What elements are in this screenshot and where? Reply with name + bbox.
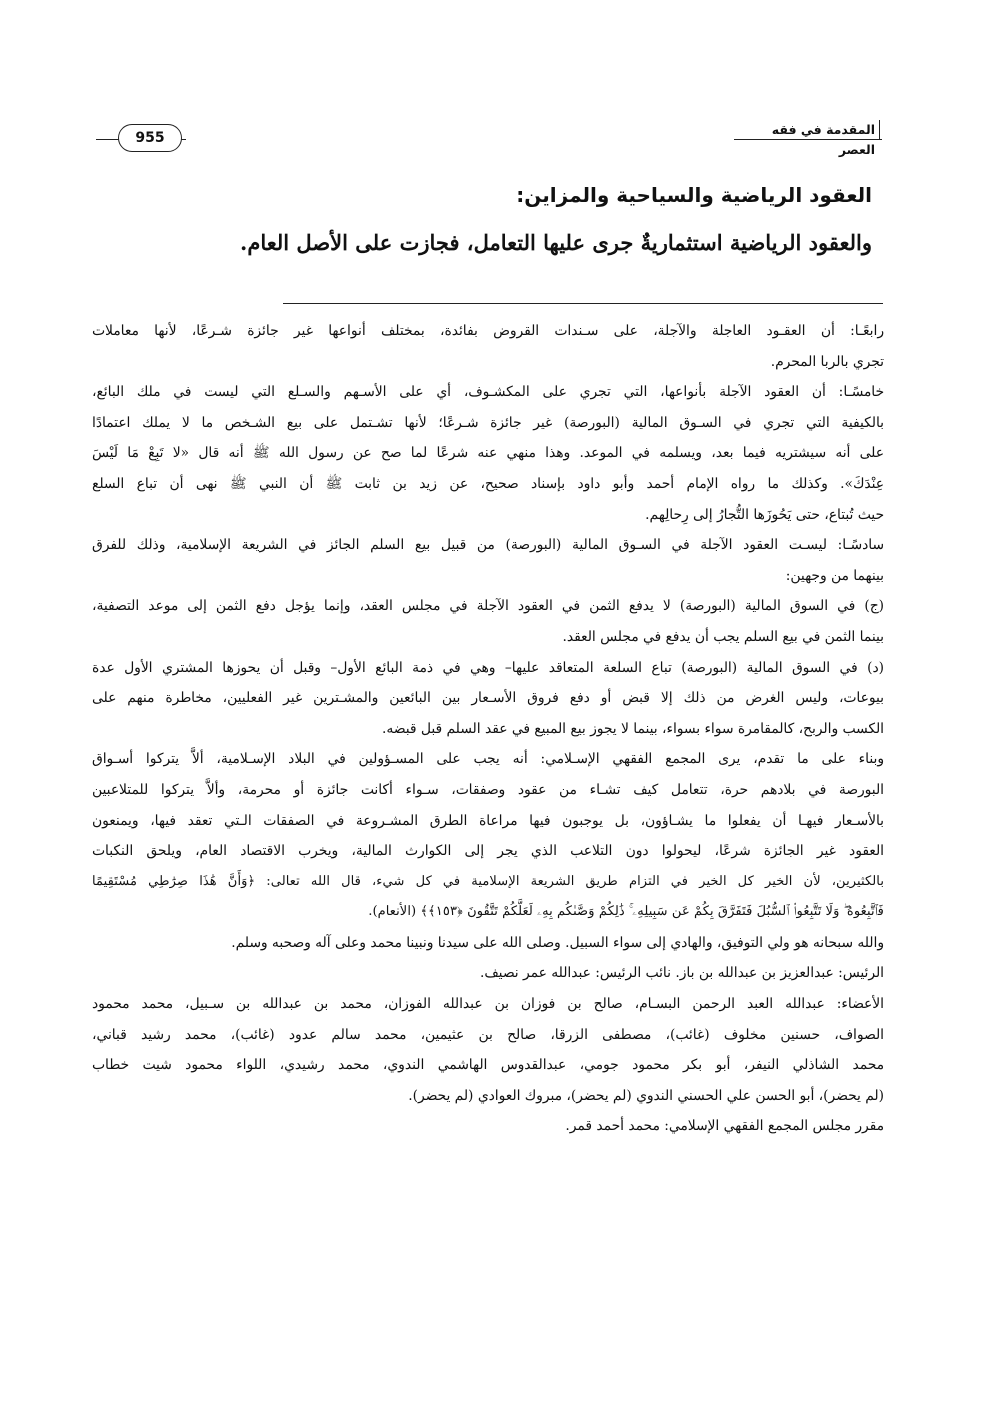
running-header-title: المقدمة في فقه العصر <box>734 120 880 140</box>
text-line: (لم يحضر)، أبو الحسن علي الحسني الندوي (لم يحضر)، مبروك العوادي (لم يحضر). <box>408 1087 884 1104</box>
text-line: (ج) في السوق المالية (البورصة) لا يدفع الثمن في العقود الآجلة في مجلس العقد، وإنما يؤجل دفع الثمن إلى موعد التصفية، <box>92 598 884 615</box>
text-line: رابعًـا: أن العقـود العاجلة والآجلة، على سـندات القروض بفائدة، بمختلف أنواعها غير جائزة شـرعًا، لأنها معاملات <box>92 323 884 339</box>
text-line: على أنه سيشتريه فيما بعد، ويسلمه في الموعد. وهذا منهي عنه شرعًا لما صح عن رسول الله ﷺ أنه قال «لا تَبِعْ مَا لَيْسَ <box>92 445 884 462</box>
text-line: الأعضاء: عبدالله العبد الرحمن البسـام، صالح بن فوزان بن عبدالله الفوزان، محمد بن عبدالله بن سـبيل، محمد محمود <box>92 996 884 1013</box>
footnote-separator <box>283 303 883 304</box>
text-line: بالكيفية التي تجري في السـوق المالية (البورصة) غير جائزة شـرعًا؛ لأنها تشـتمل على بيع الشـخص ما لا يملك اعتمادًا <box>92 414 884 431</box>
text-line: الكسب والربح، كالمقامرة سواء بسواء، بينما لا يجوز بيع المبيع في عقد السلم قبل قبضه. <box>382 720 884 737</box>
footnote-body <box>92 316 884 1142</box>
text-line: (د) في السوق المالية (البورصة) تباع السلعة المتعاقد عليها– وهي في ذمة البائع الأول– وقبل أن يحوزها المشتري الأول عدة <box>92 659 884 676</box>
text-line: الرئيس: عبدالعزيز بن عبدالله بن باز. نائب الرئيس: عبدالله عمر نصيف. <box>480 965 884 982</box>
text-line: سادسًـا: ليسـت العقود الآجلة في السـوق المالية (البورصة) من قبيل بيع السلم الجائز في الشريعة الإسلامية، وذلك للفرق <box>92 537 884 554</box>
text-line: تجري بالربا المحرم. <box>770 353 884 370</box>
text-line: العقود غير الجائزة شرعًا، ليحولوا دون التلاعب الذي يجر إلى الكوارث المالية، ويخرب الاقتصاد العام، ويلحق النكبات <box>92 843 884 860</box>
section-subtitle: والعقود الرياضية استثماريةٌ جرى عليها التعامل، فجازت على الأصل العام. <box>240 230 872 255</box>
text-line: محمد الشاذلي النيفر، أبو بكر محمود جومي، عبدالقدوس الهاشمي الندوي، محمد رشيدي، اللواء محمود شيت خطاب <box>92 1057 884 1074</box>
text-line: حيث تُبتاع، حتى يَحُوزَها التُّجارُ إلى رِحالِهم. <box>645 506 884 523</box>
text-line-quran: بالكثيرين، لأن الخير كل الخير في التزام طريق الشريعة الإسلامية في كل شيء، قال الله تعالى: ﴿وَأَنَّ هَٰذَا صِرَٰطِي مُسْتَقِيمًا <box>92 873 884 889</box>
text-line: عِنْدَكَ». وكذلك ما رواه الإمام أحمد وأبو داود بإسناد صحيح، عن زيد بن ثابت ﷺ أن النبي ﷺ نهى أن تباع السلع <box>92 475 884 492</box>
text-line: وبناء على ما تقدم، يرى المجمع الفقهي الإسـلامي: أنه يجب على المسـؤولين في البلاد الإسـلامية، ألاَّ يتركوا أسـواق <box>92 751 884 768</box>
text-line-quran: فَٱتَّبِعُوهُ ۖ وَلَا تَتَّبِعُوا۟ ٱلسُّبُلَ فَتَفَرَّقَ بِكُمْ عَن سَبِيلِهِۦ ۚ ذَٰلِكُمْ وَصَّىٰكُم بِهِۦ لَعَلَّكُمْ تَتَّقُونَ ﴿١٥٣﴾﴾ (الأنعام). <box>368 904 884 920</box>
text-line: بينما الثمن في بيع السلم يجب أن يدفع في مجلس العقد. <box>562 628 884 645</box>
text-line: البورصة في بلادهم حرة، تتعامل كيف تشـاء من عقود وصفقات، سـواء أكانت جائزة أو محرمة، وألاَّ يتركوا للمتلاعبين <box>92 781 884 798</box>
text-line: خامسًـا: أن العقود الآجلة بأنواعها، التي تجري على المكشـوف، أي على الأسـهم والسـلع التي ليست في ملك البائع، <box>92 384 884 401</box>
text-line: بينهما من وجهين: <box>785 567 884 584</box>
text-line: مقرر مجلس المجمع الفقهي الإسلامي: محمد أحمد قمر. <box>565 1118 884 1135</box>
text-line: الصواف، حسنين مخلوف (غائب)، مصطفى الزرقا، صالح بن عثيمين، محمد سالم عدود (غائب)، محمد رشيد قباني، <box>92 1026 884 1043</box>
text-line: والله سبحانه هو ولي التوفيق، والهادي إلى سواء السبيل. وصلى الله على سيدنا ونبينا محمد وعلى آله وصحبه وسلم. <box>231 934 884 951</box>
page-number: 955 <box>118 124 182 152</box>
text-line: بيوعات، وليس الغرض من ذلك إلا قبض أو دفع فروق الأسـعار بين البائعين والمشـترين غير الفعليين، مخاطرة منهم على <box>92 690 884 707</box>
text-line: بالأسـعار فيهـا أن يفعلوا ما يشـاؤون، بل يوجبون فيها مراعاة الطرق المشـروعة في الصفقات الـتي تعقد فيها، ويمنعون <box>92 812 884 829</box>
section-title: العقود الرياضية والسياحية والمزاين: <box>516 183 872 207</box>
